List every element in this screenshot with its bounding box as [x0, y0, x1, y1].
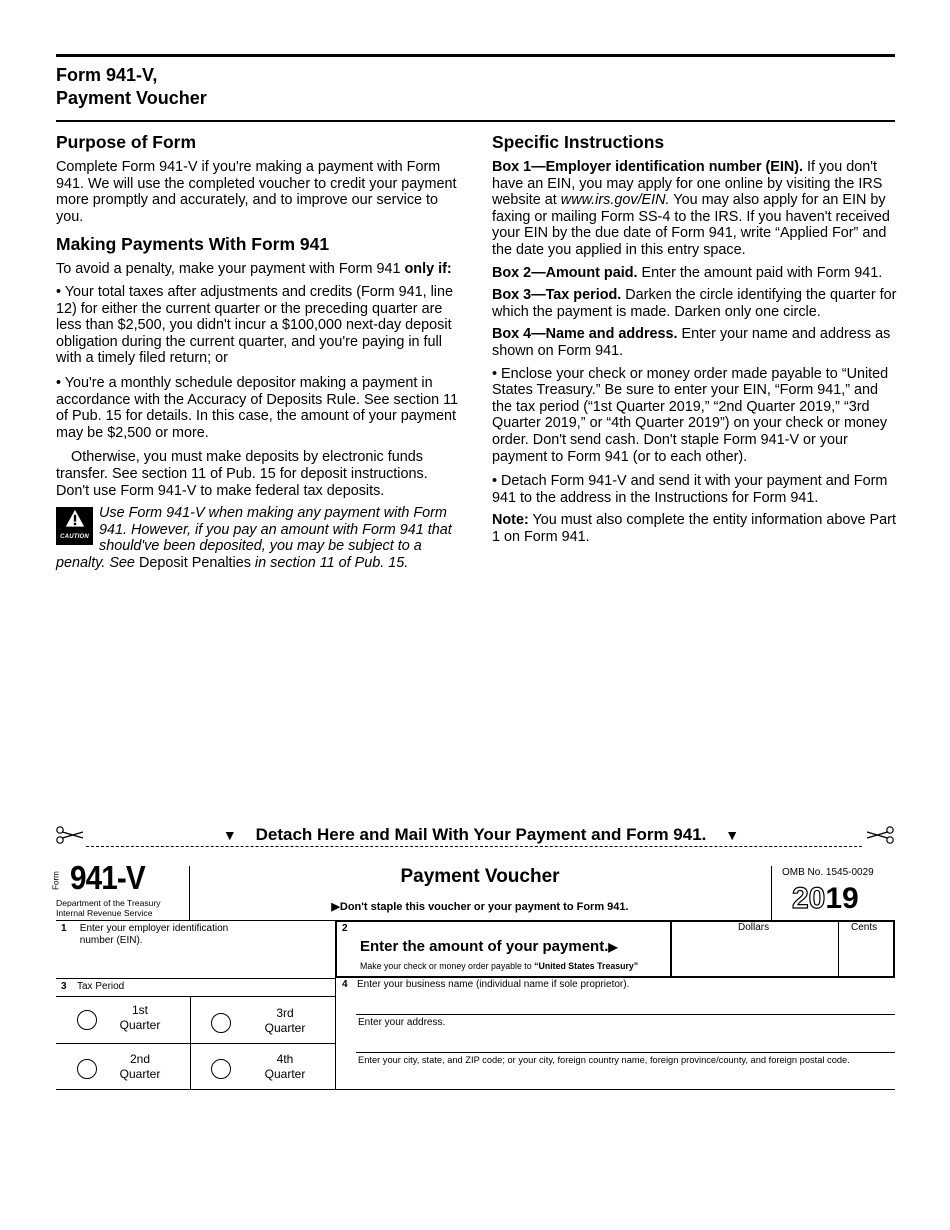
- caution-note: CAUTION Use Form 941-V when making any payment with Form 941. However, if you pay an amount with Form 941 that should've been deposited, you may be subject to a penalty. See Deposit Penalties in section 11 of Pub. 15.: [56, 505, 452, 571]
- box2-label: Enter the amount of your payment.▶: [360, 938, 618, 955]
- city-label: Enter your city, state, and ZIP code; or your city, foreign country name, foreign province/county, and foreign postal code.: [358, 1055, 850, 1065]
- quarter-4-label: 4th Quarter: [264, 1052, 306, 1081]
- quarter-1-radio[interactable]: [77, 1010, 97, 1030]
- detach-bullet: • Detach Form 941-V and send it with your payment and Form 941 to the address in the Instructions for Form 941.: [492, 473, 888, 506]
- omb-number: OMB No. 1545-0029: [782, 867, 874, 878]
- quarter-3-radio[interactable]: [211, 1013, 231, 1033]
- address-line: [356, 1052, 895, 1053]
- scissors-right-icon: [865, 826, 895, 844]
- voucher-title: Payment Voucher: [400, 866, 560, 887]
- box3-label: 3 Tax Period: [61, 981, 125, 992]
- department: Department of the Treasury Internal Revenue Service: [56, 898, 161, 918]
- otherwise-text: Otherwise, you must make deposits by electronic funds transfer. See section 11 of Pub. 15 for deposit instructions. Don't use Form 941-V to make federal tax deposits.: [56, 449, 428, 499]
- scissors-left-icon: [55, 826, 85, 844]
- address-label: Enter your address.: [358, 1017, 446, 1028]
- purpose-text: Complete Form 941-V if you're making a payment with Form 941. We will use the completed voucher to credit your payment more promptly and accurately, and to improve our service to you.: [56, 159, 457, 225]
- note: Note: You must also complete the entity information above Part 1 on Form 941.: [492, 512, 896, 545]
- dollars-label: Dollars: [738, 922, 770, 933]
- right-column: [492, 131, 897, 551]
- voucher-bottom-rule: [56, 1089, 895, 1090]
- business-name-input[interactable]: [356, 993, 894, 1013]
- cents-input[interactable]: [840, 936, 890, 972]
- row2-top-rule: [56, 978, 336, 979]
- dashed-cut-line: [86, 846, 862, 847]
- arrow-down-icon: ▼: [222, 827, 237, 843]
- quarter-3-label: 3rd Quarter: [264, 1006, 306, 1035]
- bullet-2: • You're a monthly schedule depositor making a payment in accordance with the Accuracy of Deposits Rule. See section 11 of Pub. 15 for details. In this case, the amount of your payment may be $2,500 or more.: [56, 374, 459, 441]
- quarter-grid-middle: [56, 1043, 336, 1044]
- box1-label: 1 Enter your employer identification number (EIN).: [61, 923, 229, 946]
- making-payments-heading: Making Payments With Form 941: [56, 234, 330, 255]
- specific-instructions-heading: Specific Instructions: [492, 132, 665, 152]
- amount-inner-divider: [670, 920, 672, 976]
- form-word: Form: [51, 871, 61, 890]
- enclose-bullet: • Enclose your check or money order made payable to “United States Treasury.” Be sure to enter your EIN, “Form 941,” and the tax period (“1st Quarter 2019,” “2nd Quarter 2019,” “3rd Quarter 2019,” or “4th Quarter 2019”) on your check or money order. Don't send cash. Don't staple Form 941-V or your payment to Form 941 (or to each other).: [492, 365, 889, 465]
- quarter-2-label: 2nd Quarter: [119, 1052, 161, 1081]
- page-title: Form 941-V, Payment Voucher: [56, 65, 207, 108]
- purpose-heading: Purpose of Form: [56, 132, 197, 152]
- cents-label: Cents: [851, 922, 878, 933]
- left-column: [56, 131, 460, 571]
- form-number: 941-V: [70, 859, 145, 896]
- box4-label: 4 Enter your business name (individual name if sole proprietor).: [342, 979, 630, 990]
- box2-sublabel: Make your check or money order payable to “United States Treasury”: [360, 961, 639, 971]
- caution-icon: CAUTION: [56, 507, 93, 545]
- dollars-input[interactable]: [673, 936, 837, 972]
- quarter-grid-top: [56, 996, 336, 997]
- address-input[interactable]: [356, 1031, 894, 1051]
- quarter-2-radio[interactable]: [77, 1059, 97, 1079]
- name-line: [356, 1014, 895, 1015]
- quarter-1-label: 1st Quarter: [119, 1003, 161, 1032]
- arrow-down-icon: ▼: [725, 827, 740, 843]
- arrow-right-icon: ▶: [331, 901, 340, 913]
- header-rule: [56, 120, 895, 122]
- staple-note: ▶Don't staple this voucher or your payment to Form 941.: [331, 901, 629, 913]
- bullet-1: • Your total taxes after adjustments and credits (Form 941, line 12) for either the current quarter or the preceding quarter are less than $2,500, you didn't incur a $100,000 next-day deposit obligation during the current quarter, and you're paying in full with a timely filed return; or: [56, 283, 453, 367]
- detach-instruction: ▼ Detach Here and Mail With Your Payment and Form 941. ▼: [222, 825, 740, 844]
- header-right-divider: [771, 866, 772, 921]
- ein-input[interactable]: [56, 950, 334, 977]
- quarter-grid-vertical: [190, 996, 191, 1090]
- box3-instructions: Box 3—Tax period. Darken the circle identifying the quarter for which the payment is made. Darken only one circle.: [492, 287, 897, 320]
- box2-instructions: Box 2—Amount paid. Enter the amount paid with Form 941.: [492, 264, 883, 281]
- making-intro: To avoid a penalty, make your payment with Form 941 only if:: [56, 261, 452, 278]
- cents-divider: [838, 920, 839, 976]
- tax-year: 2019: [792, 882, 859, 915]
- top-rule: [56, 54, 895, 57]
- header-left-divider: [189, 866, 190, 921]
- arrow-right-icon: ▶: [608, 940, 618, 954]
- quarter-4-radio[interactable]: [211, 1059, 231, 1079]
- city-input[interactable]: [356, 1068, 894, 1088]
- box1-instructions: Box 1—Employer identification number (EIN). If you don't have an EIN, you may apply for one online by visiting the IRS website at www.irs.gov/EIN. You may also apply for an EIN by faxing or mailing Form SS-4 to the IRS. If you haven't received your EIN by the due date of Form 941, write “Applied For” and the date you applied in this entry space.: [492, 159, 890, 258]
- box4-instructions: Box 4—Name and address. Enter your name and address as shown on Form 941.: [492, 326, 891, 359]
- box2-number: 2: [342, 923, 348, 934]
